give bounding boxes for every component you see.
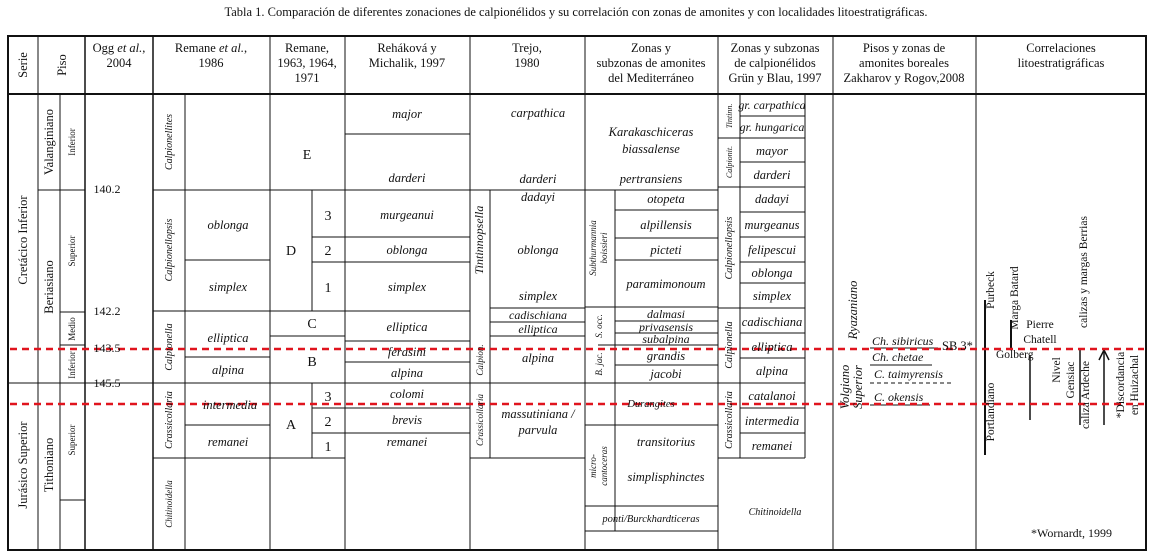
- header-trejo-line2: 1980: [514, 56, 540, 70]
- age-142-2: 142.2: [93, 304, 121, 318]
- zone-pertransiens: pertransiens: [619, 172, 683, 186]
- header-grun-line1: Zonas y subzonas: [730, 41, 820, 55]
- unit-huizachal: en Huizachal: [1129, 354, 1141, 416]
- subzone-d3: 3: [324, 209, 332, 224]
- stage-volgiano: Volgiano: [838, 364, 852, 410]
- zone-oblonga: oblonga: [207, 218, 249, 232]
- age-145-5: 145.5: [93, 376, 121, 390]
- genus-chitinoidella: Chitinoidella: [164, 480, 174, 528]
- header-med-line3: del Mediterráneo: [608, 71, 694, 85]
- sb3-label: SB 3*: [942, 339, 973, 353]
- remane86-column: [164, 114, 257, 528]
- zone-biassalense: biassalense: [622, 142, 680, 156]
- zone-carpathica: carpathica: [510, 106, 566, 120]
- zone-gr-hungarica: gr. hungarica: [739, 120, 805, 134]
- zone-simplex-g: simplex: [752, 289, 792, 303]
- header-piso: Piso: [55, 54, 69, 76]
- subzone-a1: 1: [324, 440, 332, 455]
- correlation-column: [985, 216, 1141, 540]
- zone-letter-c: C: [307, 317, 317, 332]
- rehakova-column: [380, 107, 434, 449]
- zone-intermedia-g: intermedia: [744, 414, 800, 428]
- unit-marga-batard: Marga Batard: [1009, 266, 1021, 330]
- table-caption: Tabla 1. Comparación de diferentes zonaciones de calpionélidos y su correlación con zonas de amonites y con localidades litoestratigráficas.: [224, 5, 928, 19]
- zone-remanei-g: remanei: [751, 439, 793, 453]
- genus-crassicollaria: Crassicollaria: [164, 391, 175, 449]
- piso-tithoniano: Tithoniano: [42, 437, 56, 493]
- zone-letter-d: D: [285, 244, 297, 259]
- subpiso-tith-superior: Superior: [67, 424, 77, 456]
- header-remane63-line1: Remane,: [284, 41, 330, 55]
- stage-superior: Superior: [851, 365, 865, 409]
- remane63-column: [286, 148, 332, 455]
- zone-catalanoi: catalanoi: [748, 389, 796, 403]
- genus-calpionella-g: Calpionella: [724, 321, 735, 369]
- zone-mayor: mayor: [756, 144, 788, 158]
- zone-dalmasi: dalmasi: [646, 307, 686, 321]
- zone-c-taimyrensis: C. taimyrensis: [874, 367, 943, 381]
- author-suffix: ,: [243, 41, 248, 55]
- unit-chatell: Chatell: [1023, 334, 1057, 346]
- genus-boissieri: boissieri: [599, 232, 609, 264]
- serie-jurasico: Jurásico Superior: [16, 421, 30, 509]
- unit-portlandiano: Portlandiano: [985, 382, 997, 442]
- zone-intermedia: intermedia: [202, 398, 258, 412]
- grid-lines: [8, 36, 1146, 550]
- zone-grandis: grandis: [646, 349, 686, 363]
- zone-letter-b: B: [307, 355, 317, 370]
- zone-elliptica-t: elliptica: [518, 322, 558, 336]
- header-remane86-line2: 1986: [198, 56, 224, 70]
- unit-golberg: Golberg: [996, 349, 1034, 361]
- zone-cadischiana-g: cadischiana: [741, 315, 803, 329]
- zone-murgeanus: murgeanus: [744, 218, 800, 232]
- genus-micro: micro-: [588, 454, 598, 478]
- header-grun-line3: Grün y Blau, 1997: [728, 71, 822, 85]
- genus-calpionellites: Calpionellites: [164, 113, 175, 171]
- subpiso-val-inferior: Inferior: [67, 128, 77, 156]
- zone-alpina-t: alpina: [522, 351, 554, 365]
- genus-tintinn: Tintinn.: [725, 103, 734, 129]
- header-rehakova-line2: Michalik, 1997: [368, 56, 446, 70]
- zone-massutiniana: massutiniana /: [501, 407, 575, 421]
- footnote-wornardt: *Wornardt, 1999: [1031, 526, 1113, 540]
- age-140-2: 140.2: [93, 182, 121, 196]
- piso-beriasiano: Beriasiano: [42, 260, 56, 314]
- header-med-line2: subzonas de amonites: [596, 56, 706, 70]
- zone-oblonga-g: oblonga: [751, 266, 793, 280]
- zone-alpina-g: alpina: [756, 364, 788, 378]
- zone-major: major: [392, 107, 422, 121]
- author-name: Ogg: [92, 41, 118, 55]
- header-ogg-line2: 2004: [106, 56, 132, 70]
- unit-pierre: Pierre: [1026, 319, 1054, 331]
- zone-ponti: ponti/Burckhardticeras: [602, 514, 700, 525]
- genus-tintinnopsella: Tintinnopsella: [472, 205, 486, 275]
- zone-otopeta: otopeta: [647, 192, 685, 206]
- zone-letter-e: E: [302, 148, 312, 163]
- author-name: Remane: [174, 41, 219, 55]
- genus-crassicollaria-t: Crassicollaria: [475, 393, 485, 447]
- header-trejo-line1: Trejo,: [512, 41, 542, 55]
- zone-privasensis: privasensis: [639, 320, 693, 334]
- table-frame: [8, 36, 1146, 550]
- stage-ryazaniano: Ryazaniano: [846, 280, 860, 340]
- header-remane63-line3: 1971: [294, 71, 320, 85]
- genus-calpionella: Calpionella: [164, 323, 175, 371]
- zone-brevis: brevis: [391, 413, 423, 427]
- zone-ferasini: ferasini: [387, 345, 427, 359]
- zone-alpina-r: alpina: [391, 366, 423, 380]
- zone-subalpina: subalpina: [642, 332, 690, 346]
- zone-durangites: Durangites: [627, 399, 675, 410]
- trejo-column: [472, 106, 576, 446]
- zone-darderi-t: darderi: [519, 172, 557, 186]
- zone-remanei-r: remanei: [386, 435, 428, 449]
- zone-gr-carpathica: gr. carpathica: [738, 98, 806, 112]
- zone-c-okensis: C. okensis: [874, 390, 924, 404]
- subzone-d1: 1: [324, 281, 332, 296]
- header-zakharov-line2: amonites boreales: [859, 56, 949, 70]
- unit-gensiac: Gensiac: [1065, 361, 1077, 399]
- zakharov-column: [838, 281, 943, 410]
- header-med-line1: Zonas y: [631, 41, 671, 55]
- zone-murgeanui: murgeanui: [380, 208, 434, 222]
- zone-oblonga-t: oblonga: [517, 243, 559, 257]
- genus-calpion: Calpion.: [475, 344, 485, 376]
- zone-oblonga-r: oblonga: [386, 243, 428, 257]
- genus-b-jac: B. jac.: [594, 352, 604, 376]
- header-serie: Serie: [16, 52, 30, 78]
- subpiso-ber-inferior: Inferior: [67, 351, 77, 379]
- zone-elliptica-r: elliptica: [386, 320, 428, 334]
- zone-elliptica-g: elliptica: [751, 340, 793, 354]
- header-remane86-line1: [175, 41, 247, 55]
- mediterraneo-column: [588, 125, 706, 525]
- et-al: et al.: [218, 41, 244, 55]
- unit-discordancia: *Discordancia: [1115, 351, 1127, 419]
- zone-transitorius: transitorius: [636, 435, 696, 449]
- unit-calizas-margas-berrias: calizas y margas Berrias: [1078, 216, 1090, 328]
- zone-dadayi: dadayi: [520, 190, 556, 204]
- unit-caliza-ardeche: caliza Ardeche: [1080, 361, 1092, 429]
- zone-ch-chetae: Ch. chetae: [872, 350, 924, 364]
- subpiso-ber-medio: Medio: [67, 317, 77, 341]
- genus-crassicollaria-g: Crassicollaria: [724, 391, 735, 449]
- header-zakharov-line1: Pisos y zonas de: [862, 41, 946, 55]
- zone-karakaschiceras: Karakaschiceras: [608, 125, 694, 139]
- column-headers: [16, 41, 1105, 85]
- header-grun-line2: de calpionélidos: [734, 56, 816, 70]
- zone-alpillensis: alpillensis: [640, 218, 692, 232]
- zone-darderi: darderi: [388, 171, 426, 185]
- header-correl-line1: Correlaciones: [1026, 41, 1096, 55]
- ogg-author: [93, 41, 146, 55]
- zone-parvula: parvula: [518, 423, 558, 437]
- subzone-a3: 3: [324, 390, 332, 405]
- zone-picteti: picteti: [650, 243, 682, 257]
- remane86-author: [175, 41, 247, 55]
- zone-dadayi-g: dadayi: [754, 192, 790, 206]
- header-rehakova-line1: Reháková y: [377, 41, 437, 55]
- header-correl-line2: litoestratigráficas: [1017, 56, 1105, 70]
- zone-felipescui: felipescui: [748, 243, 796, 257]
- zone-remanei: remanei: [207, 435, 249, 449]
- header-remane63-line2: 1963, 1964,: [277, 56, 337, 70]
- zone-colomi: colomi: [389, 387, 425, 401]
- unit-nivel: Nivel: [1051, 357, 1063, 383]
- zone-simplisphinctes: simplisphinctes: [627, 470, 705, 484]
- zone-letter-a: A: [285, 418, 297, 433]
- serie-cretacico: Cretácico Inferior: [16, 195, 30, 285]
- zone-ch-sibiricus: Ch. sibiricus: [872, 334, 934, 348]
- zone-chitinoidella-g: Chitinoidella: [748, 507, 802, 518]
- genus-calpionellopsis-g: Calpionellopsis: [724, 216, 735, 280]
- zone-simplex-t: simplex: [518, 289, 558, 303]
- genus-calpionellopsis: Calpionellopsis: [164, 218, 175, 282]
- zone-cadischiana: cadischiana: [509, 308, 567, 322]
- et-al: et al.: [117, 41, 143, 55]
- age-143-5: 143.5: [93, 341, 121, 355]
- header-ogg-line1: [93, 41, 146, 55]
- zone-darderi-g: darderi: [753, 168, 791, 182]
- genus-calpionit: Calpionit.: [725, 145, 734, 179]
- subzone-d2: 2: [324, 244, 332, 259]
- zone-jacobi: jacobi: [650, 367, 682, 381]
- genus-subthurmannia: Subthurmannia: [588, 220, 598, 276]
- zone-elliptica: elliptica: [207, 331, 249, 345]
- genus-cantoceras: cantoceras: [599, 446, 609, 486]
- zone-simplex: simplex: [208, 280, 248, 294]
- genus-s-occ: S. occ.: [594, 314, 604, 338]
- zone-simplex-r: simplex: [387, 280, 427, 294]
- piso-valanginiano: Valanginiano: [42, 109, 56, 175]
- author-suffix: ,: [142, 41, 146, 55]
- subpiso-ber-superior: Superior: [67, 235, 77, 267]
- subzone-a2: 2: [324, 415, 332, 430]
- header-zakharov-line3: Zakharov y Rogov,2008: [843, 71, 965, 85]
- zone-paramimonoum: paramimonoum: [626, 277, 706, 291]
- zone-alpina: alpina: [212, 363, 244, 377]
- unit-purbeck: Purbeck: [985, 271, 997, 309]
